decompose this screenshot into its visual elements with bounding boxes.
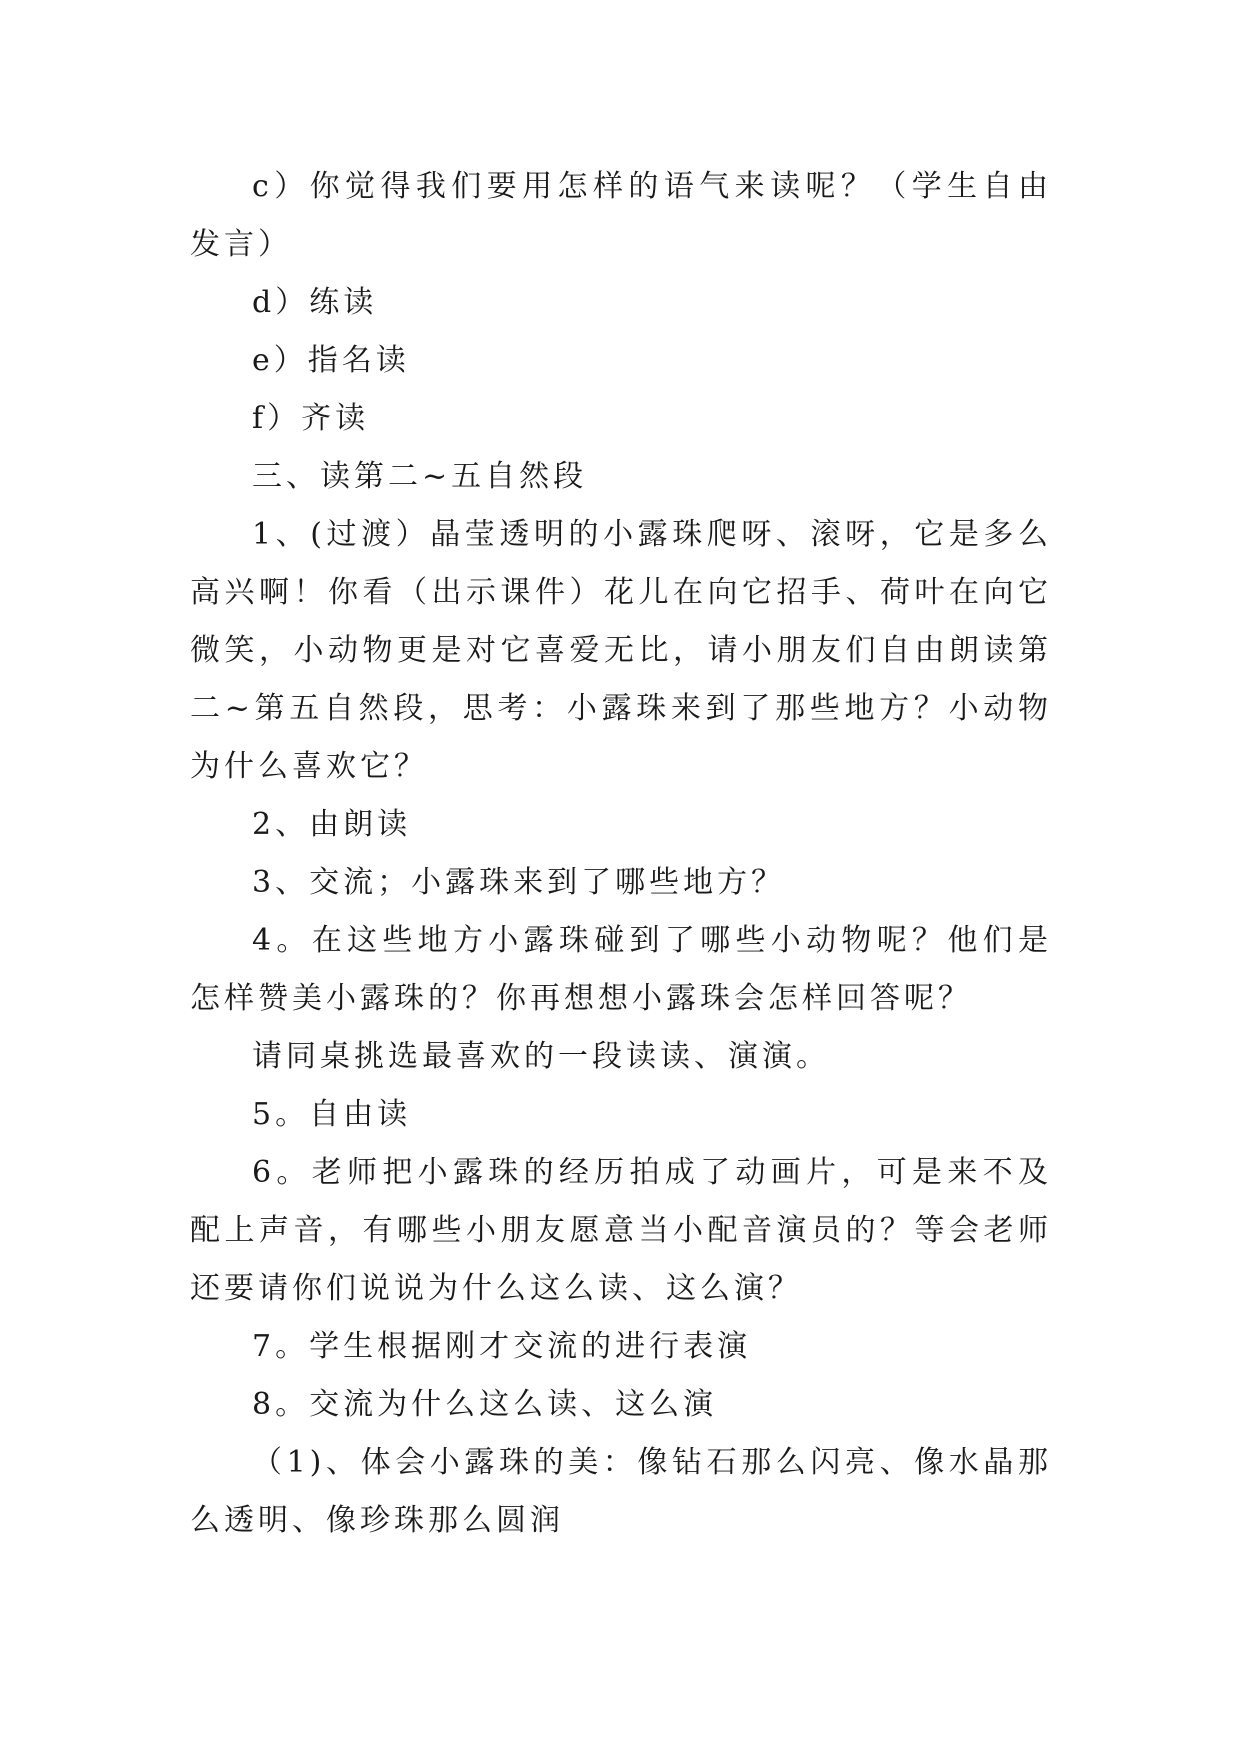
paragraph-pair-reading: 请同桌挑选最喜欢的一段读读、演演。: [252, 1039, 830, 1074]
paragraph-7: 7。学生根据刚才交流的进行表演: [252, 1329, 752, 1364]
paragraph-4: 4。在这些地方小露珠碰到了哪些小动物呢？他们是怎样赞美小露珠的？你再想想小露珠会怎样回答呢？: [190, 923, 1052, 1016]
paragraph-5: 5。自由读: [252, 1097, 412, 1132]
paragraph-6: 6。老师把小露珠的经历拍成了动画片，可是来不及配上声音，有哪些小朋友愿意当小配音演员的？等会老师还要请你们说说为什么这么读、这么演？: [190, 1155, 1052, 1306]
paragraph-f-group-reading: f）齐读: [252, 401, 370, 436]
paragraph-8: 8。交流为什么这么读、这么演: [252, 1387, 718, 1422]
document-body: [190, 158, 1052, 1550]
paragraph-3: 3、交流；小露珠来到了哪些地方？: [252, 865, 786, 900]
paragraph-c-tone: c）你觉得我们要用怎样的语气来读呢？（学生自由发言）: [190, 169, 1052, 262]
paragraph-1-transition: 1、(过渡）晶莹透明的小露珠爬呀、滚呀，它是多么高兴啊！你看（出示课件）花儿在向它招手、荷叶在向它微笑，小动物更是对它喜爱无比，请小朋友们自由朗读第二~第五自然段，思考：小露珠来到了那些地方？小动物为什么喜欢它？: [190, 517, 1052, 784]
paragraph-e-named-reading: e）指名读: [252, 343, 410, 378]
paragraph-2: 2、由朗读: [252, 807, 412, 842]
paragraph-8-sub-1: （1)、体会小露珠的美：像钻石那么闪亮、像水晶那么透明、像珍珠那么圆润: [190, 1445, 1052, 1538]
paragraph-d-practice: d）练读: [252, 285, 378, 320]
section-heading-3: 三、读第二~五自然段: [252, 459, 588, 494]
